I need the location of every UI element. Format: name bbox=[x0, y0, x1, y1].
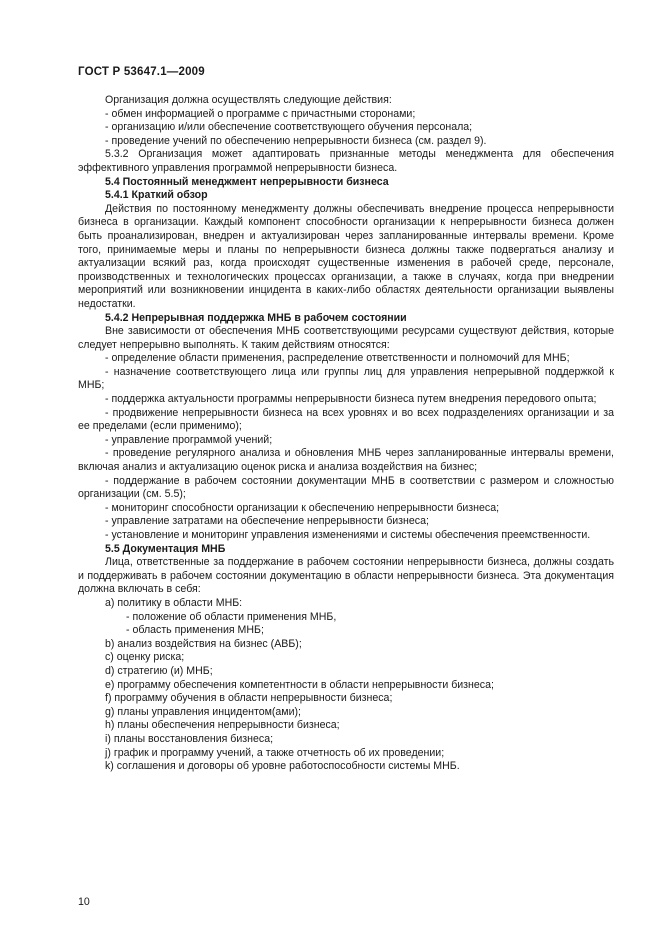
list-item: - назначение соответствующего лица или группы лиц для управления непрерывной поддержкой к МНБ; bbox=[78, 365, 614, 392]
list-item: d) стратегию (и) МНБ; bbox=[105, 664, 213, 677]
list-item: - проведение учений по обеспечению непрерывности бизнеса (см. раздел 9). bbox=[105, 134, 487, 147]
heading-5-4: 5.4 Постоянный менеджмент непрерывности бизнеса bbox=[105, 175, 389, 188]
intro-paragraph: Организация должна осуществлять следующие действия: bbox=[105, 94, 392, 106]
list-item: e) программу обеспечения компетентности в области непрерывности бизнеса; bbox=[105, 678, 494, 691]
list-item: g) планы управления инцидентом(ами); bbox=[105, 705, 301, 718]
doc-number-header: ГОСТ Р 53647.1—2009 bbox=[78, 66, 205, 78]
list-item: i) планы восстановления бизнеса; bbox=[105, 732, 274, 745]
list-item: j) график и программу учений, а также отчетность об их проведении; bbox=[105, 746, 445, 759]
list-item: - установление и мониторинг управления изменениями и системы обеспечения преемственности. bbox=[105, 529, 591, 541]
list-item: - мониторинг способности организации к обеспечению непрерывности бизнеса; bbox=[105, 501, 500, 514]
heading-5-4-2: 5.4.2 Непрерывная поддержка МНБ в рабочем состоянии bbox=[105, 311, 407, 324]
list-item: - проведение регулярного анализа и обновления МНБ через запланированные интервалы времени, включая анализ и актуализацию оценок риска и анализа воздействия на бизнес; bbox=[78, 447, 614, 474]
list-item: k) соглашения и договоры об уровне работоспособности системы МНБ. bbox=[105, 760, 460, 773]
heading-5-4-1: 5.4.1 Краткий обзор bbox=[105, 189, 208, 202]
list-item: - определение области применения, распределение ответственности и полномочий для МНБ; bbox=[105, 352, 570, 365]
list-item: - поддержание в рабочем состоянии документации МНБ в соответствии с размером и сложностью организации (см. 5.5); bbox=[78, 474, 614, 501]
list-item-a: а) политику в области МНБ: bbox=[105, 596, 243, 609]
sub-list-item: - положение об области применения МНБ, bbox=[126, 610, 337, 623]
list-item: - обмен информацией о программе с причастными сторонами; bbox=[105, 107, 416, 120]
list-item: - поддержка актуальности программы непрерывности бизнеса путем внедрения передового опыта; bbox=[105, 393, 597, 406]
paragraph-5-4-1: Действия по постоянному менеджменту должны обеспечивать внедрение процесса непрерывности бизнеса в организации. Каждый компонент способности организации к непрерывности бизнеса должен быть проанализирован, внедрен и актуализирован через запланированные интервалы времени. Кроме того, принимаемые меры и планы по непрерывности бизнеса должны также подвергаться анализу и актуализации всякий раз, когда происходят существенные изменения в рабочей среде, персонале, производственных и технологических процессах организации, а также в случаях, когда при внедрении мероприятий или возникновении инцидента в каких-либо областях деятельности организации выявлены недостатки. bbox=[78, 202, 614, 310]
list-item: f) программу обучения в области непрерывности бизнеса; bbox=[105, 692, 393, 705]
list-item: - организацию и/или обеспечение соответствующего обучения персонала; bbox=[105, 121, 473, 134]
sub-list-item: - область применения МНБ; bbox=[126, 624, 264, 637]
heading-5-5: 5.5 Документация МНБ bbox=[105, 542, 226, 555]
list-item: h) планы обеспечения непрерывности бизнеса; bbox=[105, 719, 340, 732]
list-item: - продвижение непрерывности бизнеса на всех уровнях и во всех подразделениях организации и за ее пределами (если применимо); bbox=[78, 406, 614, 433]
list-item: c) оценку риска; bbox=[105, 651, 185, 664]
list-item: - управление затратами на обеспечение непрерывности бизнеса; bbox=[105, 515, 429, 528]
paragraph-5-4-2: Вне зависимости от обеспечения МНБ соответствующими ресурсами существуют действия, которые следует непрерывно выполнять. К таким действиям относятся: bbox=[78, 325, 614, 351]
page-number: 10 bbox=[78, 896, 90, 908]
list-item: - управление программой учений; bbox=[105, 433, 273, 446]
list-item: b) анализ воздействия на бизнес (АВБ); bbox=[105, 637, 302, 650]
paragraph-5-3-2: 5.3.2 Организация может адаптировать признанные методы менеджмента для обеспечения эффективного управления программой непрерывности бизнеса. bbox=[78, 148, 614, 174]
paragraph-5-5: Лица, ответственные за поддержание в рабочем состоянии непрерывности бизнеса, должны создать и поддерживать в рабочем состоянии документацию в области непрерывности бизнеса. Эта документация должна включать в себя: bbox=[78, 556, 614, 596]
document-body bbox=[78, 94, 614, 774]
